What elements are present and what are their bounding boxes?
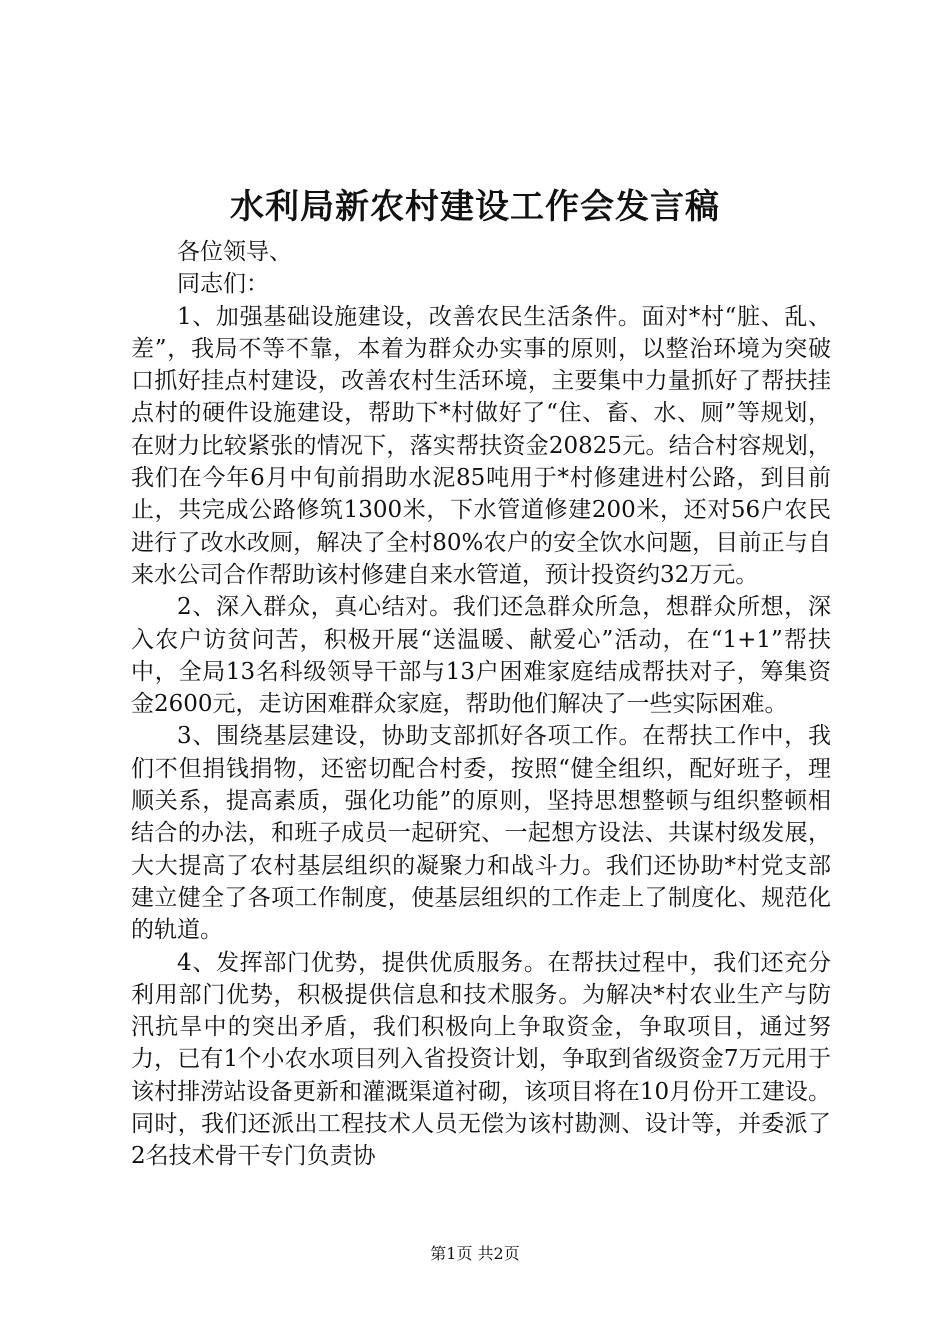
paragraph-1: 1、加强基础设施建设，改善农民生活条件。面对*村“脏、乱、差”，我局不等不靠，本着为群众办实事的原则，以整治环境为突破口抓好挂点村建设，改善农村生活环境，主要集中力量抓好了帮扶挂点村的硬件设施建设，帮助下*村做好了“住、畜、水、厕”等规划，在财力比较紧张的情况下，落实帮扶资金20825元。结合村容规划，我们在今年6月中旬前捐助水泥85吨用于*村修建进村公路，到目前止，共完成公路修筑1300米，下水管道修建200米，还对56户农民进行了改水改厕，解决了全村80%农户的安全饮水问题，目前正与自来水公司合作帮助该村修建自来水管道，预计投资约32万元。 <box>131 303 831 588</box>
document-title: 水利局新农村建设工作会发言稿 <box>230 187 720 227</box>
greeting-line: 同志们： <box>177 271 269 298</box>
greeting-line: 各位领导、 <box>177 239 292 265</box>
document-body <box>131 236 831 1173</box>
paragraph-4: 4、发挥部门优势，提供优质服务。在帮扶过程中，我们还充分利用部门优势，积极提供信息和技术服务。为解决*村农业生产与防汛抗旱中的突出矛盾，我们积极向上争取资金，争取项目，通过努力，已有1个小农水项目列入省投资计划，争取到省级资金7万元用于该村排涝站设备更新和灌溉渠道衬砌，该项目将在10月份开工建设。同时，我们还派出工程技术人员无偿为该村勘测、设计等，并委派了2名技术骨干专门负责协 <box>131 949 831 1170</box>
paragraph-2: 2、深入群众，真心结对。我们还急群众所急，想群众所想，深入农户访贫问苦，积极开展“送温暖、献爱心”活动，在“1+1”帮扶中，全局13名科级领导干部与13户困难家庭结成帮扶对子，筹集资金2600元，走访困难群众家庭，帮助他们解决了一些实际困难。 <box>131 594 831 718</box>
paragraph-3: 3、围绕基层建设，协助支部抓好各项工作。在帮扶工作中，我们不但捐钱捐物，还密切配合村委，按照“健全组织，配好班子，理顺关系，提高素质，强化功能”的原则，坚持思想整顿与组织整顿相结合的办法，和班子成员一起研究、一起想方设法、共谋村级发展，大大提高了农村基层组织的凝聚力和战斗力。我们还协助*村党支部建立健全了各项工作制度，使基层组织的工作走上了制度化、规范化的轨道。 <box>131 723 831 944</box>
page-number-footer: 第1页 共2页 <box>430 1244 520 1263</box>
